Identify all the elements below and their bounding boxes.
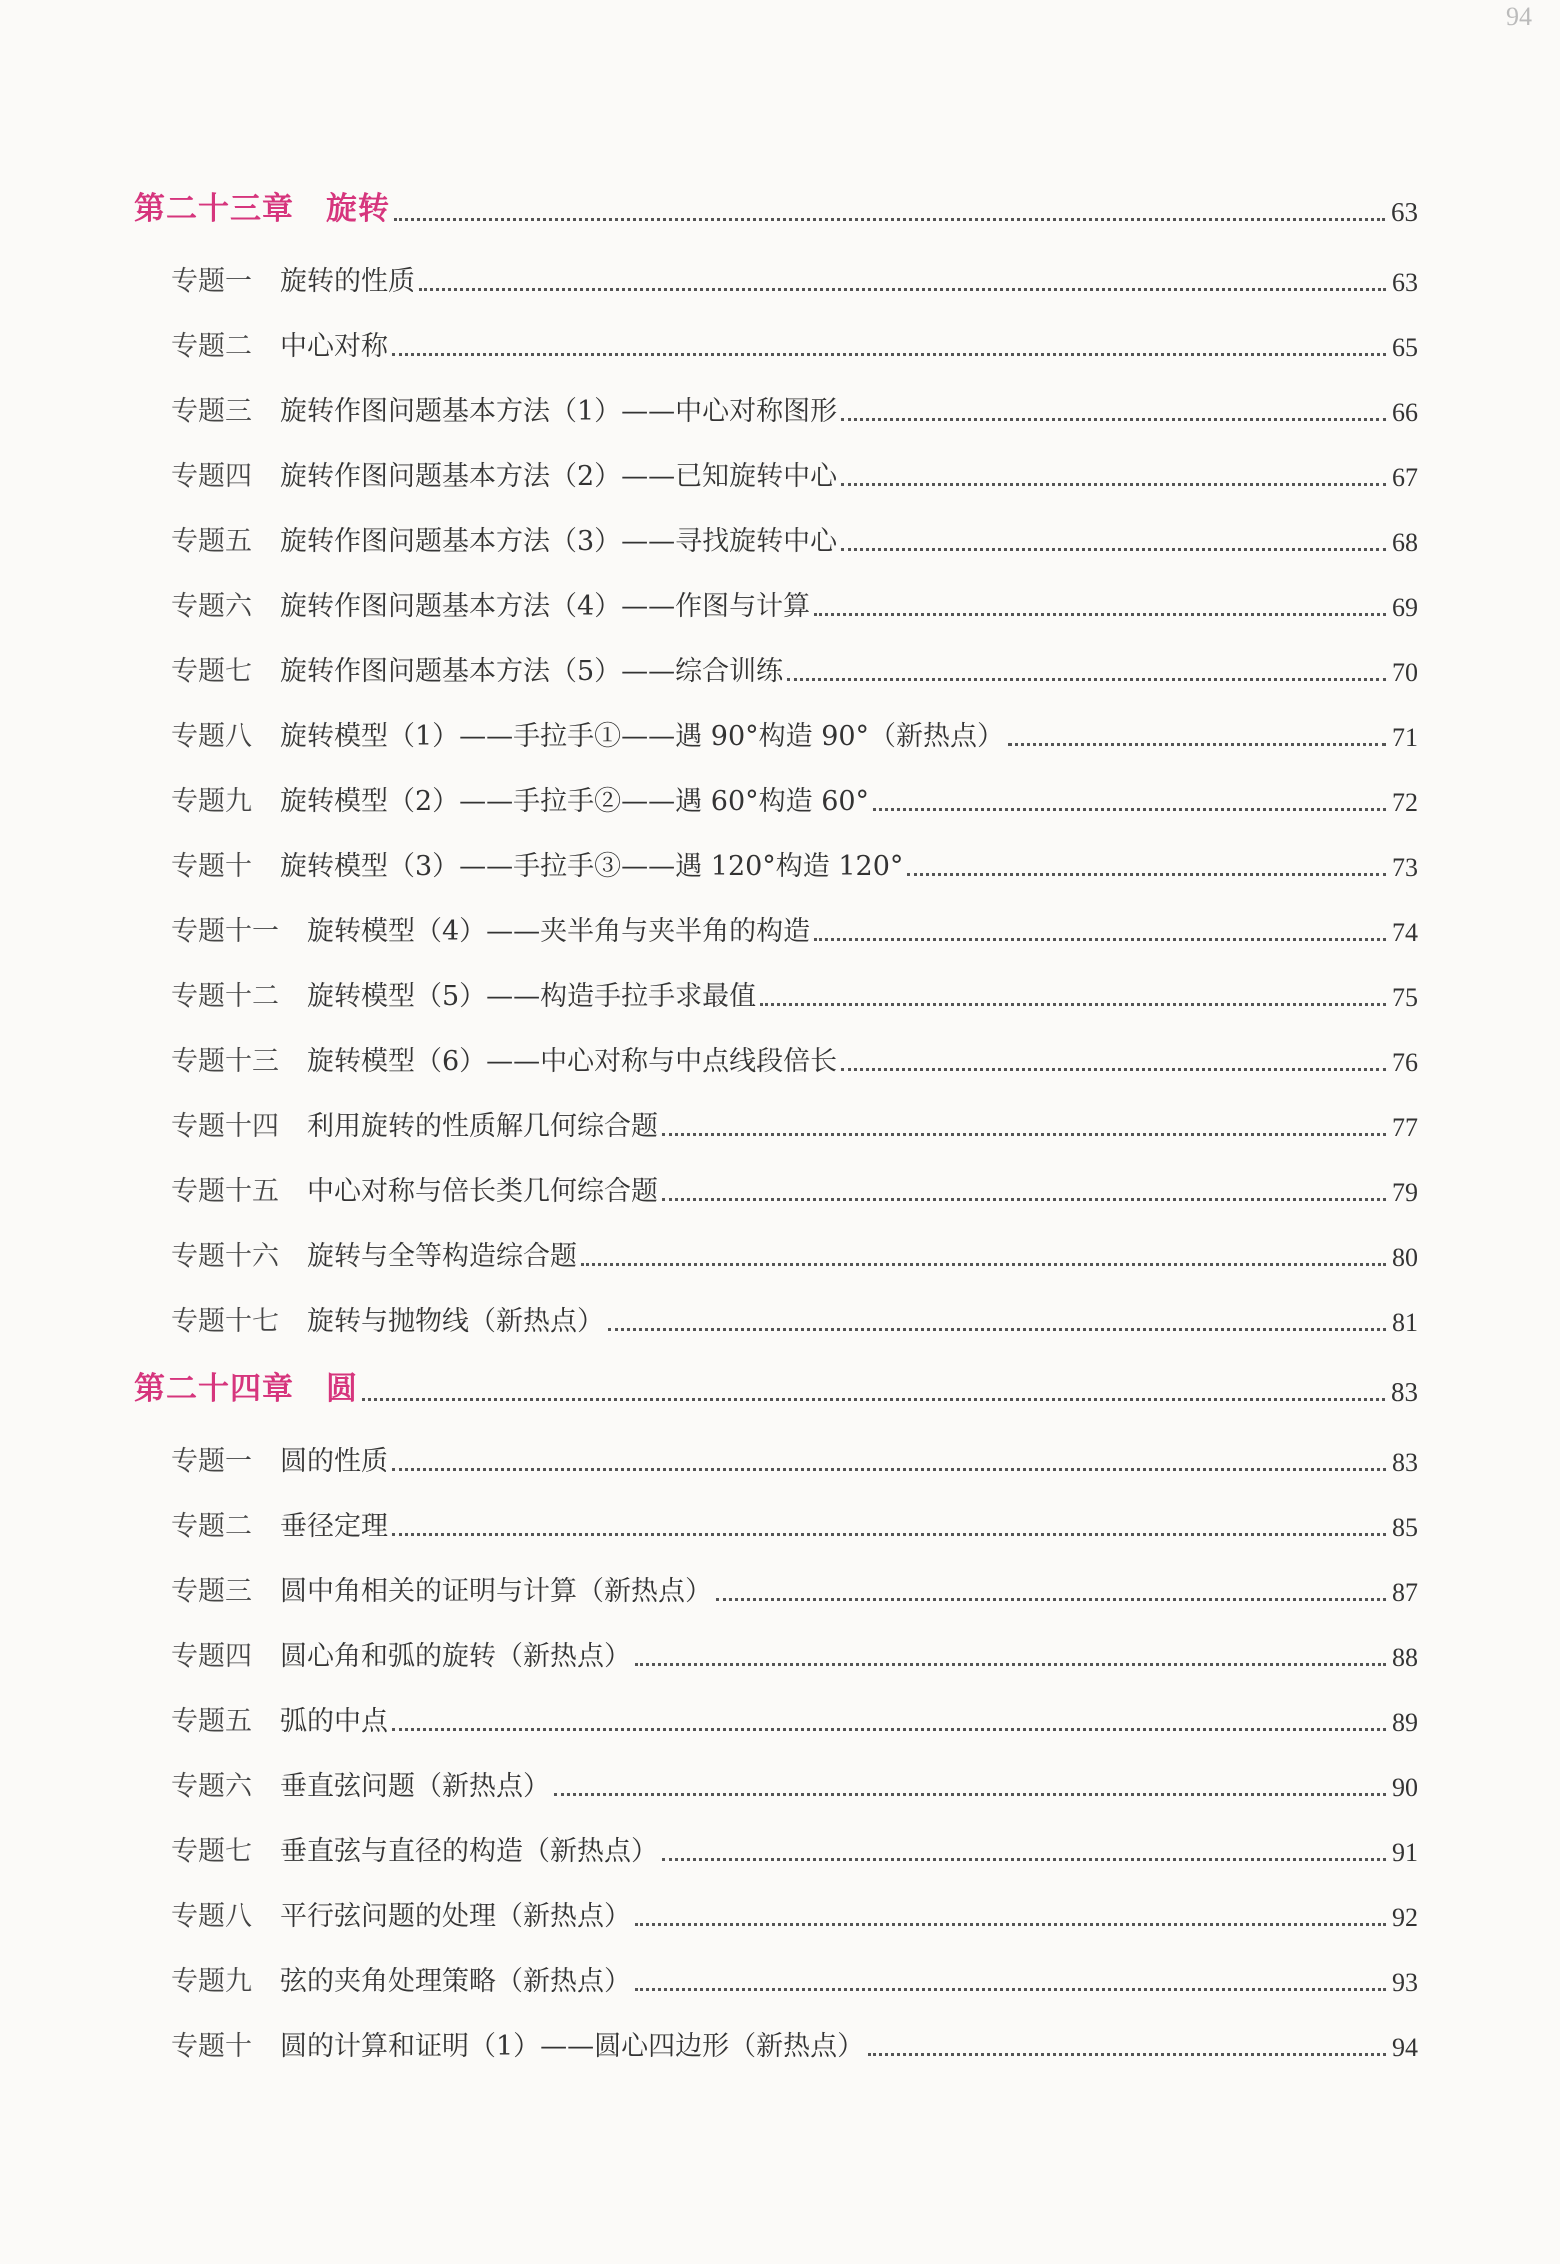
topic-page: 69: [1392, 593, 1418, 622]
topic-page: 85: [1392, 1513, 1418, 1542]
dot-leader: [868, 2053, 1386, 2056]
topic-number: 专题七: [171, 656, 252, 687]
topic-page: 74: [1392, 918, 1418, 947]
topic-page: 83: [1392, 1448, 1418, 1477]
topic-page: 65: [1392, 333, 1418, 362]
chapter-page: 83: [1391, 1377, 1418, 1407]
topic-number: 专题六: [171, 591, 252, 622]
topic-page: 70: [1392, 658, 1418, 687]
toc-item[interactable]: [0, 1170, 1560, 1214]
dot-leader: [841, 548, 1386, 551]
topic-title: 旋转作图问题基本方法（1）——中心对称图形: [280, 396, 838, 427]
topic-title: 圆的性质: [280, 1446, 388, 1477]
toc-item[interactable]: [0, 1895, 1560, 1939]
topic-title: 旋转作图问题基本方法（3）——寻找旋转中心: [280, 526, 838, 557]
toc-item[interactable]: [0, 1505, 1560, 1549]
topic-title: 旋转作图问题基本方法（2）——已知旋转中心: [280, 461, 838, 492]
topic-number: 专题八: [171, 721, 252, 752]
topic-number: 专题七: [171, 1836, 252, 1867]
topic-page: 71: [1392, 723, 1418, 752]
topic-number: 专题四: [171, 1641, 252, 1672]
dot-leader: [392, 1728, 1386, 1731]
topic-title: 圆的计算和证明（1）——圆心四边形（新热点）: [280, 2031, 865, 2062]
toc-item[interactable]: [0, 975, 1560, 1019]
topic-page: 80: [1392, 1243, 1418, 1272]
topic-number: 专题八: [171, 1901, 252, 1932]
dot-leader: [635, 1923, 1386, 1926]
dot-leader: [581, 1263, 1386, 1266]
toc-item[interactable]: [0, 1635, 1560, 1679]
topic-title: 旋转模型（4）——夹半角与夹半角的构造: [307, 916, 811, 947]
toc-item[interactable]: [0, 1300, 1560, 1344]
dot-leader: [392, 353, 1386, 356]
topic-title: 旋转模型（2）——手拉手②——遇 60°构造 60°: [280, 786, 870, 817]
topic-page: 63: [1392, 268, 1418, 297]
topic-number: 专题一: [171, 266, 252, 297]
dot-leader: [635, 1663, 1386, 1666]
topic-number: 专题十: [171, 851, 252, 882]
topic-page: 77: [1392, 1113, 1418, 1142]
dot-leader: [787, 678, 1386, 681]
dot-leader: [419, 288, 1386, 291]
topic-page: 93: [1392, 1968, 1418, 1997]
topic-title: 中心对称与倍长类几何综合题: [307, 1176, 658, 1207]
topic-title: 旋转模型（3）——手拉手③——遇 120°构造 120°: [280, 851, 904, 882]
topic-page: 73: [1392, 853, 1418, 882]
dot-leader: [760, 1003, 1386, 1006]
topic-title: 旋转与全等构造综合题: [307, 1241, 577, 1272]
dot-leader: [1008, 743, 1386, 746]
dot-leader: [907, 873, 1386, 876]
topic-number: 专题十五: [171, 1176, 279, 1207]
toc-item[interactable]: [0, 260, 1560, 304]
topic-page: 67: [1392, 463, 1418, 492]
toc-item[interactable]: [0, 1105, 1560, 1149]
dot-leader: [362, 1398, 1385, 1401]
topic-page: 87: [1392, 1578, 1418, 1607]
dot-leader: [392, 1533, 1386, 1536]
toc-item[interactable]: [0, 910, 1560, 954]
topic-page: 90: [1392, 1773, 1418, 1802]
topic-number: 专题十七: [171, 1306, 279, 1337]
toc-item[interactable]: [0, 1440, 1560, 1484]
dot-leader: [841, 483, 1386, 486]
topic-page: 75: [1392, 983, 1418, 1012]
chapter-title: 第二十三章 旋转: [134, 191, 390, 227]
toc-item[interactable]: [0, 845, 1560, 889]
page-number: 94: [1506, 2, 1532, 31]
chapter-heading[interactable]: [0, 1370, 1560, 1414]
toc-item[interactable]: [0, 1960, 1560, 2004]
topic-title: 垂径定理: [280, 1511, 388, 1542]
dot-leader: [814, 938, 1386, 941]
topic-number: 专题一: [171, 1446, 252, 1477]
dot-leader: [394, 218, 1385, 221]
dot-leader: [392, 1468, 1386, 1471]
topic-title: 旋转模型（5）——构造手拉手求最值: [307, 981, 757, 1012]
dot-leader: [635, 1988, 1386, 1991]
topic-title: 弦的夹角处理策略（新热点）: [280, 1966, 631, 1997]
topic-number: 专题二: [171, 1511, 252, 1542]
toc-item[interactable]: [0, 1570, 1560, 1614]
topic-number: 专题五: [171, 1706, 252, 1737]
topic-page: 89: [1392, 1708, 1418, 1737]
topic-number: 专题六: [171, 1771, 252, 1802]
topic-page: 92: [1392, 1903, 1418, 1932]
toc-item[interactable]: [0, 455, 1560, 499]
dot-leader: [841, 418, 1386, 421]
topic-number: 专题二: [171, 331, 252, 362]
topic-number: 专题九: [171, 1966, 252, 1997]
topic-title: 旋转与抛物线（新热点）: [307, 1306, 604, 1337]
toc-item[interactable]: [0, 780, 1560, 824]
dot-leader: [554, 1793, 1386, 1796]
topic-title: 旋转作图问题基本方法（5）——综合训练: [280, 656, 784, 687]
topic-number: 专题四: [171, 461, 252, 492]
topic-title: 旋转模型（6）——中心对称与中点线段倍长: [307, 1046, 838, 1077]
topic-title: 圆心角和弧的旋转（新热点）: [280, 1641, 631, 1672]
topic-number: 专题十四: [171, 1111, 279, 1142]
dot-leader: [662, 1858, 1386, 1861]
topic-title: 利用旋转的性质解几何综合题: [307, 1111, 658, 1142]
toc-item[interactable]: [0, 1040, 1560, 1084]
topic-page: 81: [1392, 1308, 1418, 1337]
topic-title: 中心对称: [280, 331, 388, 362]
chapter-title: 第二十四章 圆: [134, 1371, 358, 1407]
chapter-heading[interactable]: [0, 190, 1560, 234]
topic-title: 弧的中点: [280, 1706, 388, 1737]
toc-item[interactable]: [0, 650, 1560, 694]
dot-leader: [662, 1198, 1386, 1201]
topic-title: 平行弦问题的处理（新热点）: [280, 1901, 631, 1932]
topic-number: 专题十一: [171, 916, 279, 947]
topic-page: 79: [1392, 1178, 1418, 1207]
toc-item[interactable]: [0, 1830, 1560, 1874]
topic-page: 91: [1392, 1838, 1418, 1867]
topic-title: 圆中角相关的证明与计算（新热点）: [280, 1576, 712, 1607]
topic-title: 垂直弦与直径的构造（新热点）: [280, 1836, 658, 1867]
toc-item[interactable]: [0, 1700, 1560, 1744]
chapter-page: 63: [1391, 197, 1418, 227]
topic-page: 76: [1392, 1048, 1418, 1077]
dot-leader: [608, 1328, 1386, 1331]
topic-page: 94: [1392, 2033, 1418, 2062]
dot-leader: [662, 1133, 1386, 1136]
dot-leader: [873, 808, 1386, 811]
toc-item[interactable]: [0, 1235, 1560, 1279]
topic-number: 专题十: [171, 2031, 252, 2062]
toc-item[interactable]: [0, 715, 1560, 759]
topic-number: 专题五: [171, 526, 252, 557]
topic-number: 专题三: [171, 396, 252, 427]
topic-page: 66: [1392, 398, 1418, 427]
topic-number: 专题十三: [171, 1046, 279, 1077]
topic-title: 旋转模型（1）——手拉手①——遇 90°构造 90°（新热点）: [280, 721, 1005, 752]
topic-number: 专题九: [171, 786, 252, 817]
topic-page: 88: [1392, 1643, 1418, 1672]
toc-item[interactable]: [0, 325, 1560, 369]
topic-title: 旋转作图问题基本方法（4）——作图与计算: [280, 591, 811, 622]
toc-item[interactable]: [0, 390, 1560, 434]
dot-leader: [716, 1598, 1386, 1601]
toc-item[interactable]: [0, 520, 1560, 564]
toc-item[interactable]: [0, 585, 1560, 629]
dot-leader: [841, 1068, 1386, 1071]
topic-number: 专题十二: [171, 981, 279, 1012]
dot-leader: [814, 613, 1386, 616]
topic-number: 专题三: [171, 1576, 252, 1607]
toc-item[interactable]: [0, 2025, 1560, 2069]
topic-title: 旋转的性质: [280, 266, 415, 297]
topic-title: 垂直弦问题（新热点）: [280, 1771, 550, 1802]
topic-page: 68: [1392, 528, 1418, 557]
topic-page: 72: [1392, 788, 1418, 817]
toc-item[interactable]: [0, 1765, 1560, 1809]
topic-number: 专题十六: [171, 1241, 279, 1272]
